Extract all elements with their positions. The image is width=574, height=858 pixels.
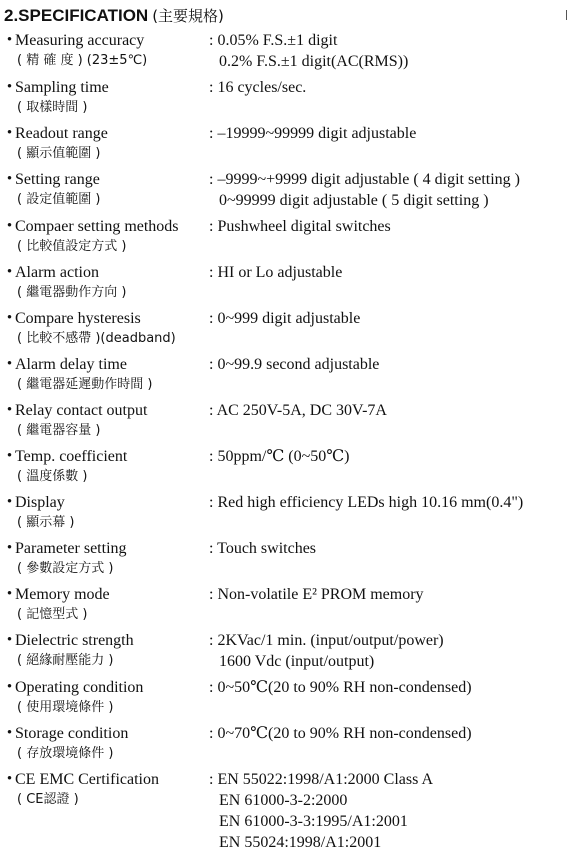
spec-value-line: : 0.05% F.S.±1 digit (209, 32, 338, 49)
spec-label-english: Sampling time (15, 79, 109, 96)
bullet-icon: • (6, 632, 13, 648)
spec-value-line: : –19999~99999 digit adjustable (209, 125, 417, 142)
spec-row (0, 30, 574, 72)
spec-value-line: EN 61000-3-2:2000 (219, 792, 348, 809)
spec-row (0, 492, 574, 533)
spec-value-line: : EN 55022:1998/A1:2000 Class A (209, 771, 434, 788)
spec-row (0, 769, 574, 853)
bullet-icon: • (6, 32, 13, 48)
spec-label-english: Dielectric strength (15, 632, 134, 649)
spec-value (209, 308, 569, 329)
spec-label-chinese: ( 設定值範圍 ) (17, 192, 101, 207)
bullet-icon: • (6, 79, 13, 95)
spec-value (209, 630, 569, 672)
spec-label (15, 169, 209, 210)
spec-label-english: Operating condition (15, 679, 144, 696)
bullet-icon: • (6, 586, 13, 602)
spec-value-line: 1600 Vdc (input/output) (219, 653, 375, 670)
spec-label-chinese: ( 繼電器延遲動作時間 ) (17, 377, 153, 392)
spec-value-line: : 16 cycles/sec. (209, 79, 307, 96)
bullet-icon: • (6, 725, 13, 741)
spec-value (209, 584, 569, 605)
spec-label-english: Setting range (15, 171, 100, 188)
spec-value-line: : 0~70℃(20 to 90% RH non-condensed) (209, 725, 472, 742)
spec-label-chinese: ( 存放環境條件 ) (17, 746, 114, 761)
spec-label-chinese: ( 比較不感帶 )(deadband) (17, 331, 176, 346)
spec-label (15, 216, 209, 257)
spec-value-line: : 0~50℃(20 to 90% RH non-condensed) (209, 679, 472, 696)
bullet-icon: • (6, 125, 13, 141)
spec-row (0, 169, 574, 211)
spec-label-chinese: ( 顯示值範圍 ) (17, 146, 101, 161)
spec-label-english: Alarm action (15, 264, 99, 281)
page-edge-mark (566, 10, 570, 20)
spec-value (209, 262, 569, 283)
bullet-icon: • (6, 448, 13, 464)
spec-label-chinese: ( CE認證 ) (17, 792, 79, 807)
spec-row (0, 262, 574, 303)
spec-value-line: : 0~999 digit adjustable (209, 310, 361, 327)
spec-label-chinese: ( 溫度係數 ) (17, 469, 88, 484)
spec-label (15, 262, 209, 303)
bullet-icon: • (6, 264, 13, 280)
spec-label-english: Compare hysteresis (15, 310, 141, 327)
spec-value (209, 169, 569, 211)
spec-label (15, 123, 209, 164)
spec-label-english: Compaer setting methods (15, 218, 179, 235)
spec-value-line: : 2KVac/1 min. (input/output/power) (209, 632, 444, 649)
spec-label (15, 584, 209, 625)
spec-label (15, 677, 209, 718)
spec-label-chinese: ( 參數設定方式 ) (17, 561, 114, 576)
spec-value-line: : –9999~+9999 digit adjustable ( 4 digit setting ) (209, 171, 520, 188)
spec-row (0, 538, 574, 579)
spec-label-english: Relay contact output (15, 402, 148, 419)
spec-value (209, 538, 569, 559)
spec-row (0, 123, 574, 164)
spec-label-english: Alarm delay time (15, 356, 127, 373)
bullet-icon: • (6, 218, 13, 234)
spec-value (209, 400, 569, 421)
spec-value-line: : AC 250V-5A, DC 30V-7A (209, 402, 387, 419)
spec-value-line: EN 55024:1998/A1:2001 (219, 834, 382, 851)
spec-label (15, 354, 209, 395)
spec-label (15, 538, 209, 579)
spec-value-line: 0.2% F.S.±1 digit(AC(RMS)) (219, 53, 409, 70)
spec-row (0, 677, 574, 718)
spec-value-line: : 0~99.9 second adjustable (209, 356, 380, 373)
section-title-chinese: (主要規格) (152, 7, 224, 25)
spec-row (0, 354, 574, 395)
spec-label-english: Temp. coefficient (15, 448, 128, 465)
spec-row (0, 216, 574, 257)
spec-value-line: : Pushwheel digital switches (209, 218, 391, 235)
spec-label (15, 492, 209, 533)
spec-value (209, 30, 569, 72)
bullet-icon: • (6, 679, 13, 695)
spec-value (209, 492, 569, 513)
spec-label-chinese: ( 絕緣耐壓能力 ) (17, 653, 114, 668)
spec-label-english: CE EMC Certification (15, 771, 159, 788)
spec-label-english: Display (15, 494, 65, 511)
spec-row (0, 308, 574, 349)
spec-label (15, 308, 209, 349)
spec-value (209, 77, 569, 98)
bullet-icon: • (6, 310, 13, 326)
spec-label-english: Storage condition (15, 725, 129, 742)
spec-value (209, 446, 569, 467)
spec-label-chinese: ( 繼電器動作方向 ) (17, 285, 127, 300)
spec-label (15, 723, 209, 764)
spec-row (0, 630, 574, 672)
spec-row (0, 77, 574, 118)
spec-label-english: Readout range (15, 125, 108, 142)
spec-value (209, 769, 569, 853)
spec-row (0, 446, 574, 487)
section-heading (4, 6, 224, 26)
spec-label (15, 77, 209, 118)
spec-label-chinese: ( 繼電器容量 ) (17, 423, 101, 438)
spec-value-line: : Non-volatile E² PROM memory (209, 586, 424, 603)
spec-value (209, 677, 569, 698)
spec-value-line: 0~99999 digit adjustable ( 5 digit setting ) (219, 192, 489, 209)
spec-list (0, 30, 574, 858)
spec-value (209, 123, 569, 144)
bullet-icon: • (6, 494, 13, 510)
spec-value-line: : HI or Lo adjustable (209, 264, 343, 281)
spec-value (209, 354, 569, 375)
bullet-icon: • (6, 540, 13, 556)
spec-label (15, 400, 209, 441)
spec-row (0, 400, 574, 441)
spec-label-english: Parameter setting (15, 540, 127, 557)
spec-label-chinese: ( 記憶型式 ) (17, 607, 88, 622)
spec-label-chinese: ( 精 確 度 ) (23±5℃) (17, 53, 148, 68)
bullet-icon: • (6, 771, 13, 787)
spec-label-english: Memory mode (15, 586, 110, 603)
spec-label (15, 769, 209, 810)
spec-row (0, 584, 574, 625)
bullet-icon: • (6, 171, 13, 187)
spec-value-line: : Red high efficiency LEDs high 10.16 mm(0.4") (209, 494, 524, 511)
bullet-icon: • (6, 356, 13, 372)
section-title: 2.SPECIFICATION (4, 6, 149, 25)
spec-label-chinese: ( 顯示幕 ) (17, 515, 75, 530)
spec-label (15, 446, 209, 487)
spec-label (15, 630, 209, 671)
spec-label-chinese: ( 比較值設定方式 ) (17, 239, 127, 254)
spec-label (15, 30, 209, 71)
spec-value (209, 216, 569, 237)
bullet-icon: • (6, 402, 13, 418)
spec-value (209, 723, 569, 744)
spec-label-chinese: ( 使用環境條件 ) (17, 700, 114, 715)
spec-value-line: EN 61000-3-3:1995/A1:2001 (219, 813, 408, 830)
spec-label-english: Measuring accuracy (15, 32, 145, 49)
spec-label-chinese: ( 取樣時間 ) (17, 100, 88, 115)
spec-value-line: : Touch switches (209, 540, 317, 557)
spec-value-line: : 50ppm/℃ (0~50℃) (209, 448, 350, 465)
spec-row (0, 723, 574, 764)
